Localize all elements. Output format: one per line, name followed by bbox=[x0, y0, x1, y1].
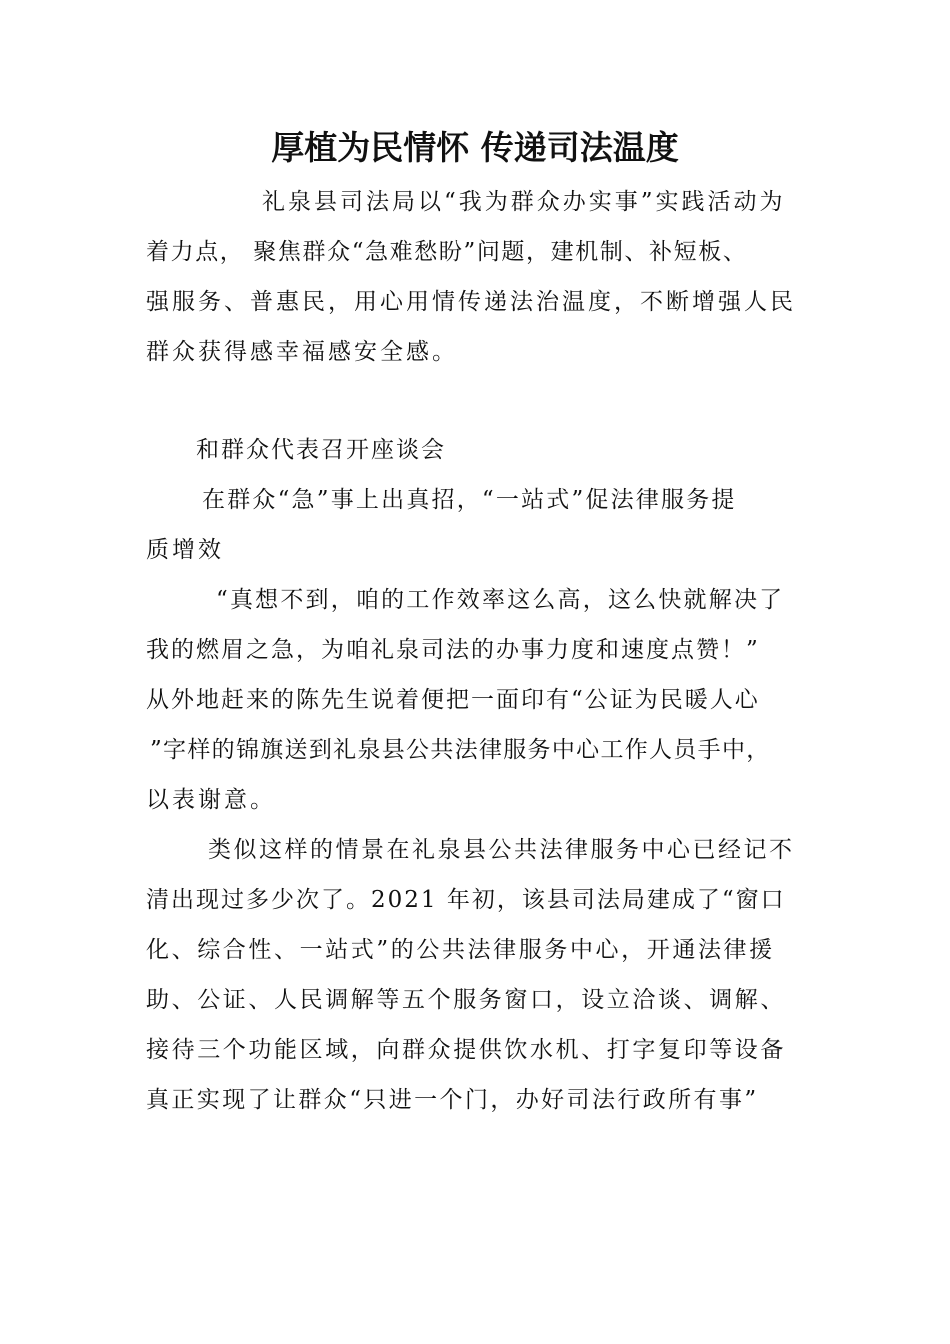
photo-caption: 和群众代表召开座谈会 bbox=[196, 437, 446, 463]
paragraph2-line: “真想不到，咱的工作效率这么高，这么快就解决了 bbox=[216, 587, 785, 613]
paragraph3-line: 助、公证、人民调解等五个服务窗口，设立洽谈、调解、 bbox=[146, 987, 786, 1013]
section-heading-line: 在群众“急”事上出真招，“一站式”促法律服务提 bbox=[202, 487, 737, 513]
paragraph3-line: 类似这样的情景在礼泉县公共法律服务中心已经记不 bbox=[208, 837, 795, 863]
section-heading-line: 质增效 bbox=[146, 537, 224, 563]
paragraph3-line: 真正实现了让群众“只进一个门，办好司法行政所有事” bbox=[146, 1087, 759, 1113]
paragraph3-line: 清出现过多少次了。2021 年初，该县司法局建成了“窗口 bbox=[146, 887, 786, 913]
document-title: 厚植为民情怀 传递司法温度 bbox=[271, 128, 679, 167]
paragraph1-line: 着力点， 聚焦群众“急难愁盼”问题，建机制、补短板、 bbox=[146, 239, 748, 265]
paragraph3-line: 化、综合性、一站式”的公共法律服务中心，开通法律援 bbox=[146, 937, 775, 963]
paragraph2-line: ”字样的锦旗送到礼泉县公共法律服务中心工作人员手中， bbox=[150, 737, 771, 763]
paragraph1-line: 礼泉县司法局以“我为群众办实事”实践活动为 bbox=[262, 189, 786, 215]
paragraph2-line: 从外地赶来的陈先生说着便把一面印有“公证为民暖人心 bbox=[146, 687, 760, 713]
paragraph2-line: 以表谢意。 bbox=[146, 787, 276, 813]
paragraph1-line: 群众获得感幸福感安全感。 bbox=[146, 339, 458, 365]
paragraph3-line: 接待三个功能区域，向群众提供饮水机、打字复印等设备 bbox=[146, 1037, 786, 1063]
paragraph1-line: 强服务、普惠民，用心用情传递法治温度，不断增强人民 bbox=[146, 289, 796, 315]
paragraph2-line: 我的燃眉之急，为咱礼泉司法的办事力度和速度点赞！” bbox=[146, 637, 760, 663]
